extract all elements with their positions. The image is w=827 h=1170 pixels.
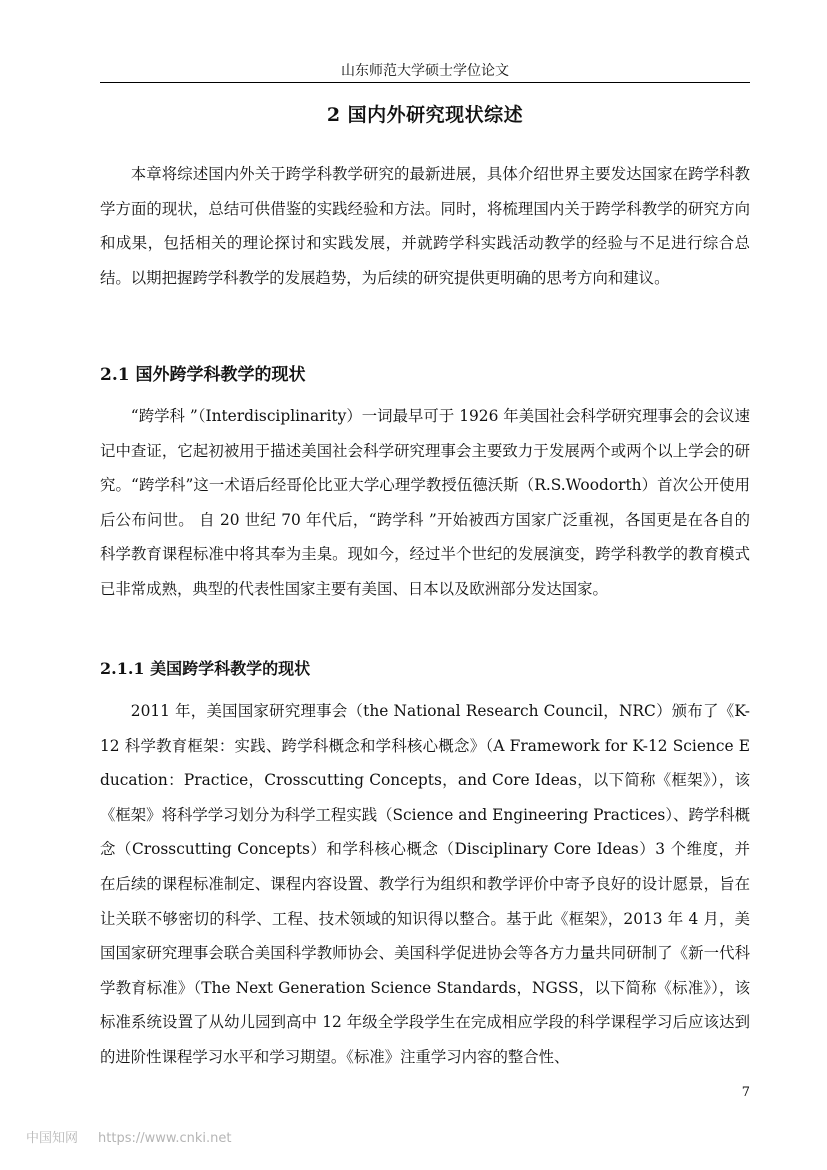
header-rule <box>100 82 750 83</box>
section-heading-2-1: 2.1 国外跨学科教学的现状 <box>100 365 306 385</box>
watermark-url: https://www.cnki.net <box>98 1131 232 1146</box>
paragraph-2-1-1: 2011 年，美国国家研究理事会（the National Research Council，NRC）颁布了《K-12 科学教育框架：实践、跨学科概念和学科核心概念》（A Framework for K-12 Science Education：Practice，Crosscutting Concepts，and Core Ideas，以下简称《框架》），该《框架》将科学学习划分为科学工程实践（Science and Engineering Practices）、跨学科概念（Crosscutting Concepts）和学科核心概念（Disciplinary Core Ideas）3 个维度，并在后续的课程标准制定、课程内容设置、教学行为组织和教学评价中寄予良好的设计愿景，旨在让关联不够密切的科学、工程、技术领域的知识得以整合。基于此《框架》，2013 年 4 月，美国国家研究理事会联合美国科学教师协会、美国科学促进协会等各方力量共同研制了《新一代科学教育标准》（The Next Generation Science Standards，NGSS，以下简称《标准》），该标准系统设置了从幼儿园到高中 12 年级全学段学生在完成相应学段的科学课程学习后应该达到的进阶性课程学习水平和学习期望。《标准》注重学习内容的整合性、 <box>100 702 750 1066</box>
section-heading-2-1-1: 2.1.1 美国跨学科教学的现状 <box>100 659 311 678</box>
running-header: 山东师范大学硕士学位论文 <box>341 63 509 79</box>
intro-paragraph: 本章将综述国内外关于跨学科教学研究的最新进展，具体介绍世界主要发达国家在跨学科教学方面的现状，总结可供借鉴的实践经验和方法。同时，将梳理国内关于跨学科教学的研究方向和成果，包括相关的理论探讨和实践发展，并就跨学科实践活动教学的经验与不足进行综合总结。以期把握跨学科教学的发展趋势，为后续的研究提供更明确的思考方向和建议。 <box>100 165 750 287</box>
page-number: 7 <box>741 1085 750 1100</box>
cnki-watermark <box>26 1127 231 1146</box>
watermark-logo: 中国知网 <box>26 1131 79 1146</box>
chapter-title: 2 国内外研究现状综述 <box>326 104 524 126</box>
paragraph-2-1: “跨学科 ”（Interdisciplinarity）一词最早可于 1926 年美国社会科学研究理事会的会议速记中查证，它起初被用于描述美国社会科学研究理事会主要致力于发展两个或两个以上学会的研究。“跨学科”这一术语后经哥伦比亚大学心理学教授伍德沃斯（R.S.Woodorth）首次公开使用后公布问世。 自 20 世纪 70 年代后，“跨学科 ”开始被西方国家广泛重视，各国更是在各自的科学教育课程标准中将其奉为圭臬。现如今，经过半个世纪的发展演变，跨学科教学的教育模式已非常成熟，典型的代表性国家主要有美国、日本以及欧洲部分发达国家。 <box>100 407 750 598</box>
